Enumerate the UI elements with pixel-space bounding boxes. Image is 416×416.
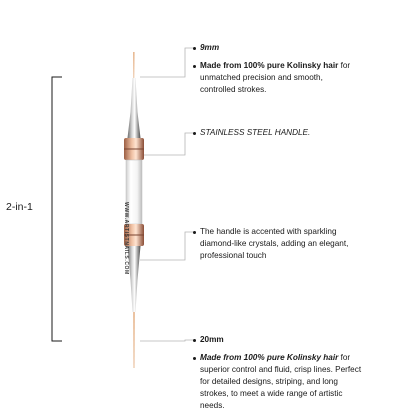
- handle-website-print: WWW.ARTISTNAILS.COM: [123, 202, 129, 275]
- top-bristle: [133, 52, 134, 78]
- bottom-bristle: [133, 312, 134, 368]
- bottom-description-line2: superior control and fluid, crisp lines. Perfect: [200, 365, 362, 374]
- bottom-description-line5: needs.: [200, 401, 225, 410]
- top-description-line2: unmatched precision and smooth,: [200, 73, 323, 82]
- bullet-top-size: [193, 47, 196, 50]
- leader-line-top: [140, 48, 193, 77]
- top-size-label: 9mm: [200, 43, 220, 52]
- bullet-crystals: [193, 231, 196, 234]
- leader-line-bottom: [140, 340, 193, 341]
- crystals-line2: diamond-like crystals, adding an elegant,: [200, 239, 349, 248]
- bottom-description-line4: strokes, to meet a wide range of artistic: [200, 389, 343, 398]
- two-in-one-label: 2-in-1: [6, 201, 33, 213]
- bullet-top-desc: [193, 65, 196, 68]
- bottom-ferrule: [128, 246, 141, 312]
- crystals-line1: The handle is accented with sparkling: [200, 227, 337, 236]
- top-description: Made from 100% pure Kolinsky hair for: [200, 61, 351, 70]
- handle-material-label: STAINLESS STEEL HANDLE.: [200, 128, 311, 137]
- top-description-line3: controlled strokes.: [200, 85, 267, 94]
- bottom-description-line3: for detailed designs, striping, and long: [200, 377, 338, 386]
- leader-line-crystals: [140, 232, 193, 260]
- leader-lines: [140, 48, 193, 341]
- bottom-size-label: 20mm: [200, 335, 224, 344]
- bullet-bottom-desc: [193, 357, 196, 360]
- two-in-one-bracket: [52, 77, 62, 341]
- leader-line-handle: [140, 133, 193, 155]
- top-ferrule: [128, 78, 141, 138]
- bullet-handle: [193, 132, 196, 135]
- bullet-bottom-size: [193, 339, 196, 342]
- bottom-description: Made from 100% pure Kolinsky hair for: [200, 353, 351, 362]
- crystals-line3: professional touch: [200, 251, 267, 260]
